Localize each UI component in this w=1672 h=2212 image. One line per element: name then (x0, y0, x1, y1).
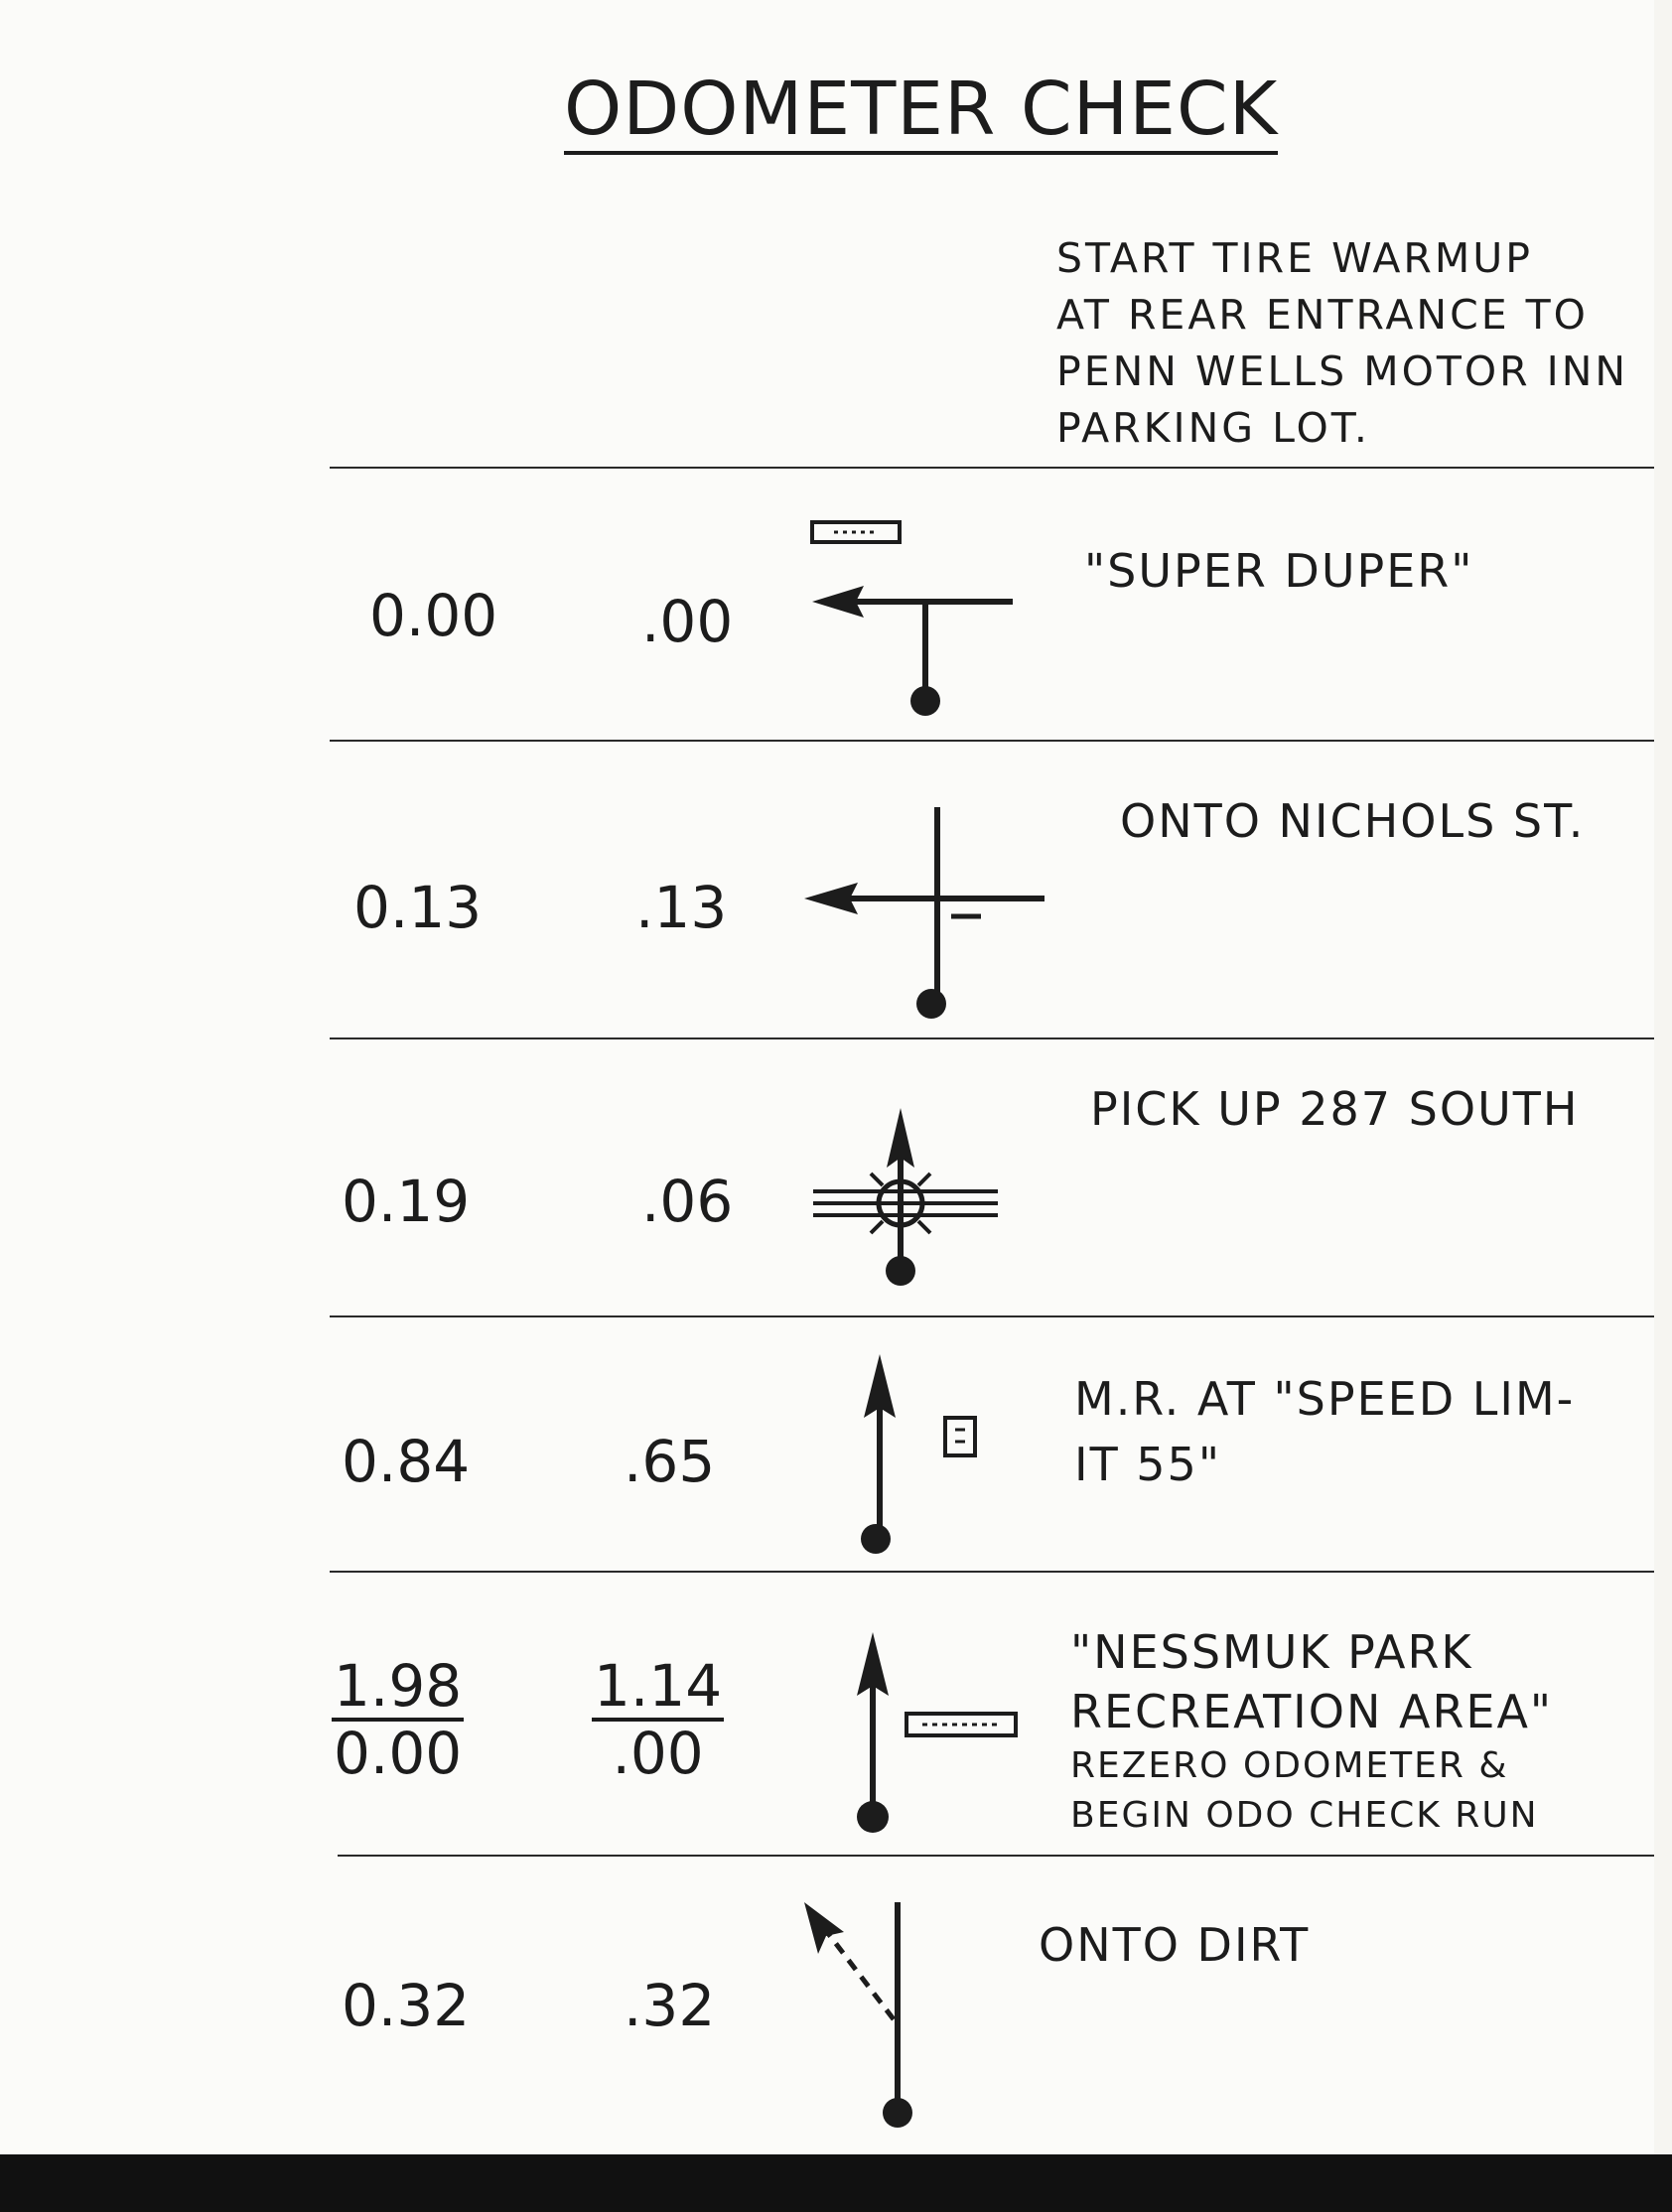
instruction-line: ONTO NICHOLS ST. (1120, 794, 1586, 848)
instruction-line: "SUPER DUPER" (1084, 544, 1474, 598)
instruction-text (1120, 794, 1585, 848)
total-mileage: 0.13 (353, 874, 483, 941)
t-junction-left-with-sign-icon (794, 516, 1033, 725)
interval-mileage: .13 (635, 874, 728, 941)
instruction-text (1090, 1082, 1579, 1136)
row-divider (330, 1315, 1654, 1317)
interval-mileage: .00 (641, 588, 734, 655)
instruction-text (1070, 1622, 1553, 1841)
interval-mileage-zero: .00 (612, 1720, 704, 1787)
instruction-line: REZERO ODOMETER & (1070, 1745, 1509, 1786)
intro-line: AT REAR ENTRANCE TO (1056, 291, 1589, 339)
total-mileage-reset (332, 1654, 464, 1785)
row-divider (330, 467, 1654, 469)
total-mileage-zero: 0.00 (334, 1720, 463, 1787)
instruction-line: IT 55" (1074, 1438, 1221, 1491)
instruction-line: ONTO DIRT (1039, 1918, 1311, 1972)
total-mileage: 0.32 (342, 1972, 471, 2039)
page-title: ODOMETER CHECK (564, 71, 1278, 155)
straight-with-sign-icon (834, 1350, 993, 1559)
rail-crossing-straight-icon (809, 1104, 1008, 1293)
total-mileage: 0.19 (342, 1168, 471, 1235)
instruction-line: BEGIN ODO CHECK RUN (1070, 1795, 1539, 1836)
scan-border (0, 2154, 1672, 2212)
instruction-text (1084, 544, 1473, 598)
instruction-line: "NESSMUK PARK (1070, 1625, 1473, 1679)
instruction-text (1039, 1918, 1310, 1972)
row-divider (330, 740, 1654, 742)
instruction-text (1074, 1366, 1575, 1497)
instruction-line: M.R. AT "SPEED LIM- (1074, 1372, 1576, 1426)
bear-left-fork-icon (794, 1898, 933, 2137)
instruction-line: RECREATION AREA" (1070, 1685, 1554, 1738)
interval-mileage: .06 (641, 1168, 734, 1235)
row-divider (338, 1855, 1654, 1857)
interval-mileage: .32 (624, 1972, 716, 2039)
intro-line: PENN WELLS MOTOR INN (1056, 347, 1629, 395)
instruction-line: PICK UP 287 SOUTH (1090, 1082, 1580, 1136)
intro-line: START TIRE WARMUP (1056, 234, 1534, 282)
interval-mileage: .65 (624, 1428, 716, 1495)
intro-instructions (1056, 230, 1652, 457)
interval-mileage-reset (592, 1654, 724, 1785)
interval-mileage: 1.14 (594, 1652, 723, 1720)
crossroad-left-icon (794, 799, 1052, 1028)
total-mileage: 0.84 (342, 1428, 471, 1495)
row-divider (330, 1571, 1654, 1573)
straight-with-sign-icon (839, 1628, 1038, 1847)
total-mileage: 1.98 (334, 1652, 463, 1720)
total-mileage: 0.00 (369, 582, 498, 649)
row-divider (330, 1037, 1654, 1039)
intro-line: PARKING LOT. (1056, 404, 1370, 452)
